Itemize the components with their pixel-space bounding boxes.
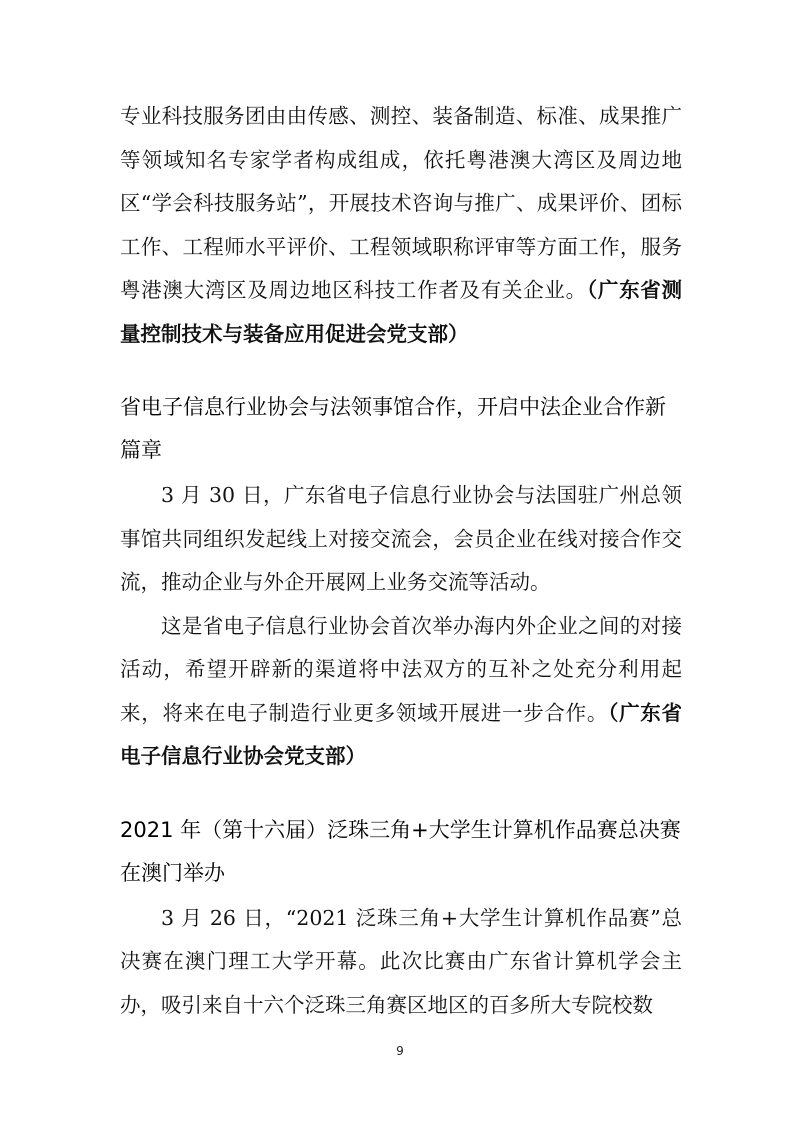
section2-paragraph-2 (120, 605, 682, 779)
section2-source: （广东省电子信息行业协会党支部） (120, 700, 683, 768)
spacer (120, 356, 682, 386)
section3-title: 2021 年（第十六届）泛珠三角+大学生计算机作品赛总决赛在澳门举办 (120, 817, 681, 885)
section1-paragraph (120, 95, 682, 356)
section2-title: 省电子信息行业协会与法领事馆合作，开启中法企业合作新篇章 (120, 395, 666, 462)
section1-body: 专业科技服务团由由传感、测控、装备制造、标准、成果推广等领域知名专家学者构成组成，依托粤港澳大湾区及周边地区“学会科技服务站”，开展技术咨询与推广、成果评价、团标工作、工程师水平评价、工程领域职称评审等方面工作，服务粤港澳大湾区及周边地区科技工作者及有关企业。 (120, 104, 682, 302)
section1-source: （广东省测量控制技术与装备应用促进会党支部） (120, 278, 683, 346)
spacer (120, 779, 682, 809)
page-number: 9 (396, 1044, 404, 1058)
section2-paragraph-2-text: 这是省电子信息行业协会首次举办海内外企业之间的对接活动，希望开辟新的渠道将中法双方的互补之处充分利用起来，将来在电子制造行业更多领域开展进一步合作。 (120, 613, 682, 725)
section2-paragraph-1: 3 月 30 日，广东省电子信息行业协会与法国驻广州总领事馆共同组织发起线上对接交流会，会员企业在线对接合作交流，推动企业与外企开展网上业务交流等活动。 (120, 483, 682, 594)
section3-paragraph-1: 3 月 26 日，“2021 泛珠三角+大学生计算机作品赛”总决赛在澳门理工大学开幕。此次比赛由广东省计算机学会主办，吸引来自十六个泛珠三角赛区地区的百多所大专院校数 (120, 905, 682, 1017)
document-page (120, 95, 682, 1027)
